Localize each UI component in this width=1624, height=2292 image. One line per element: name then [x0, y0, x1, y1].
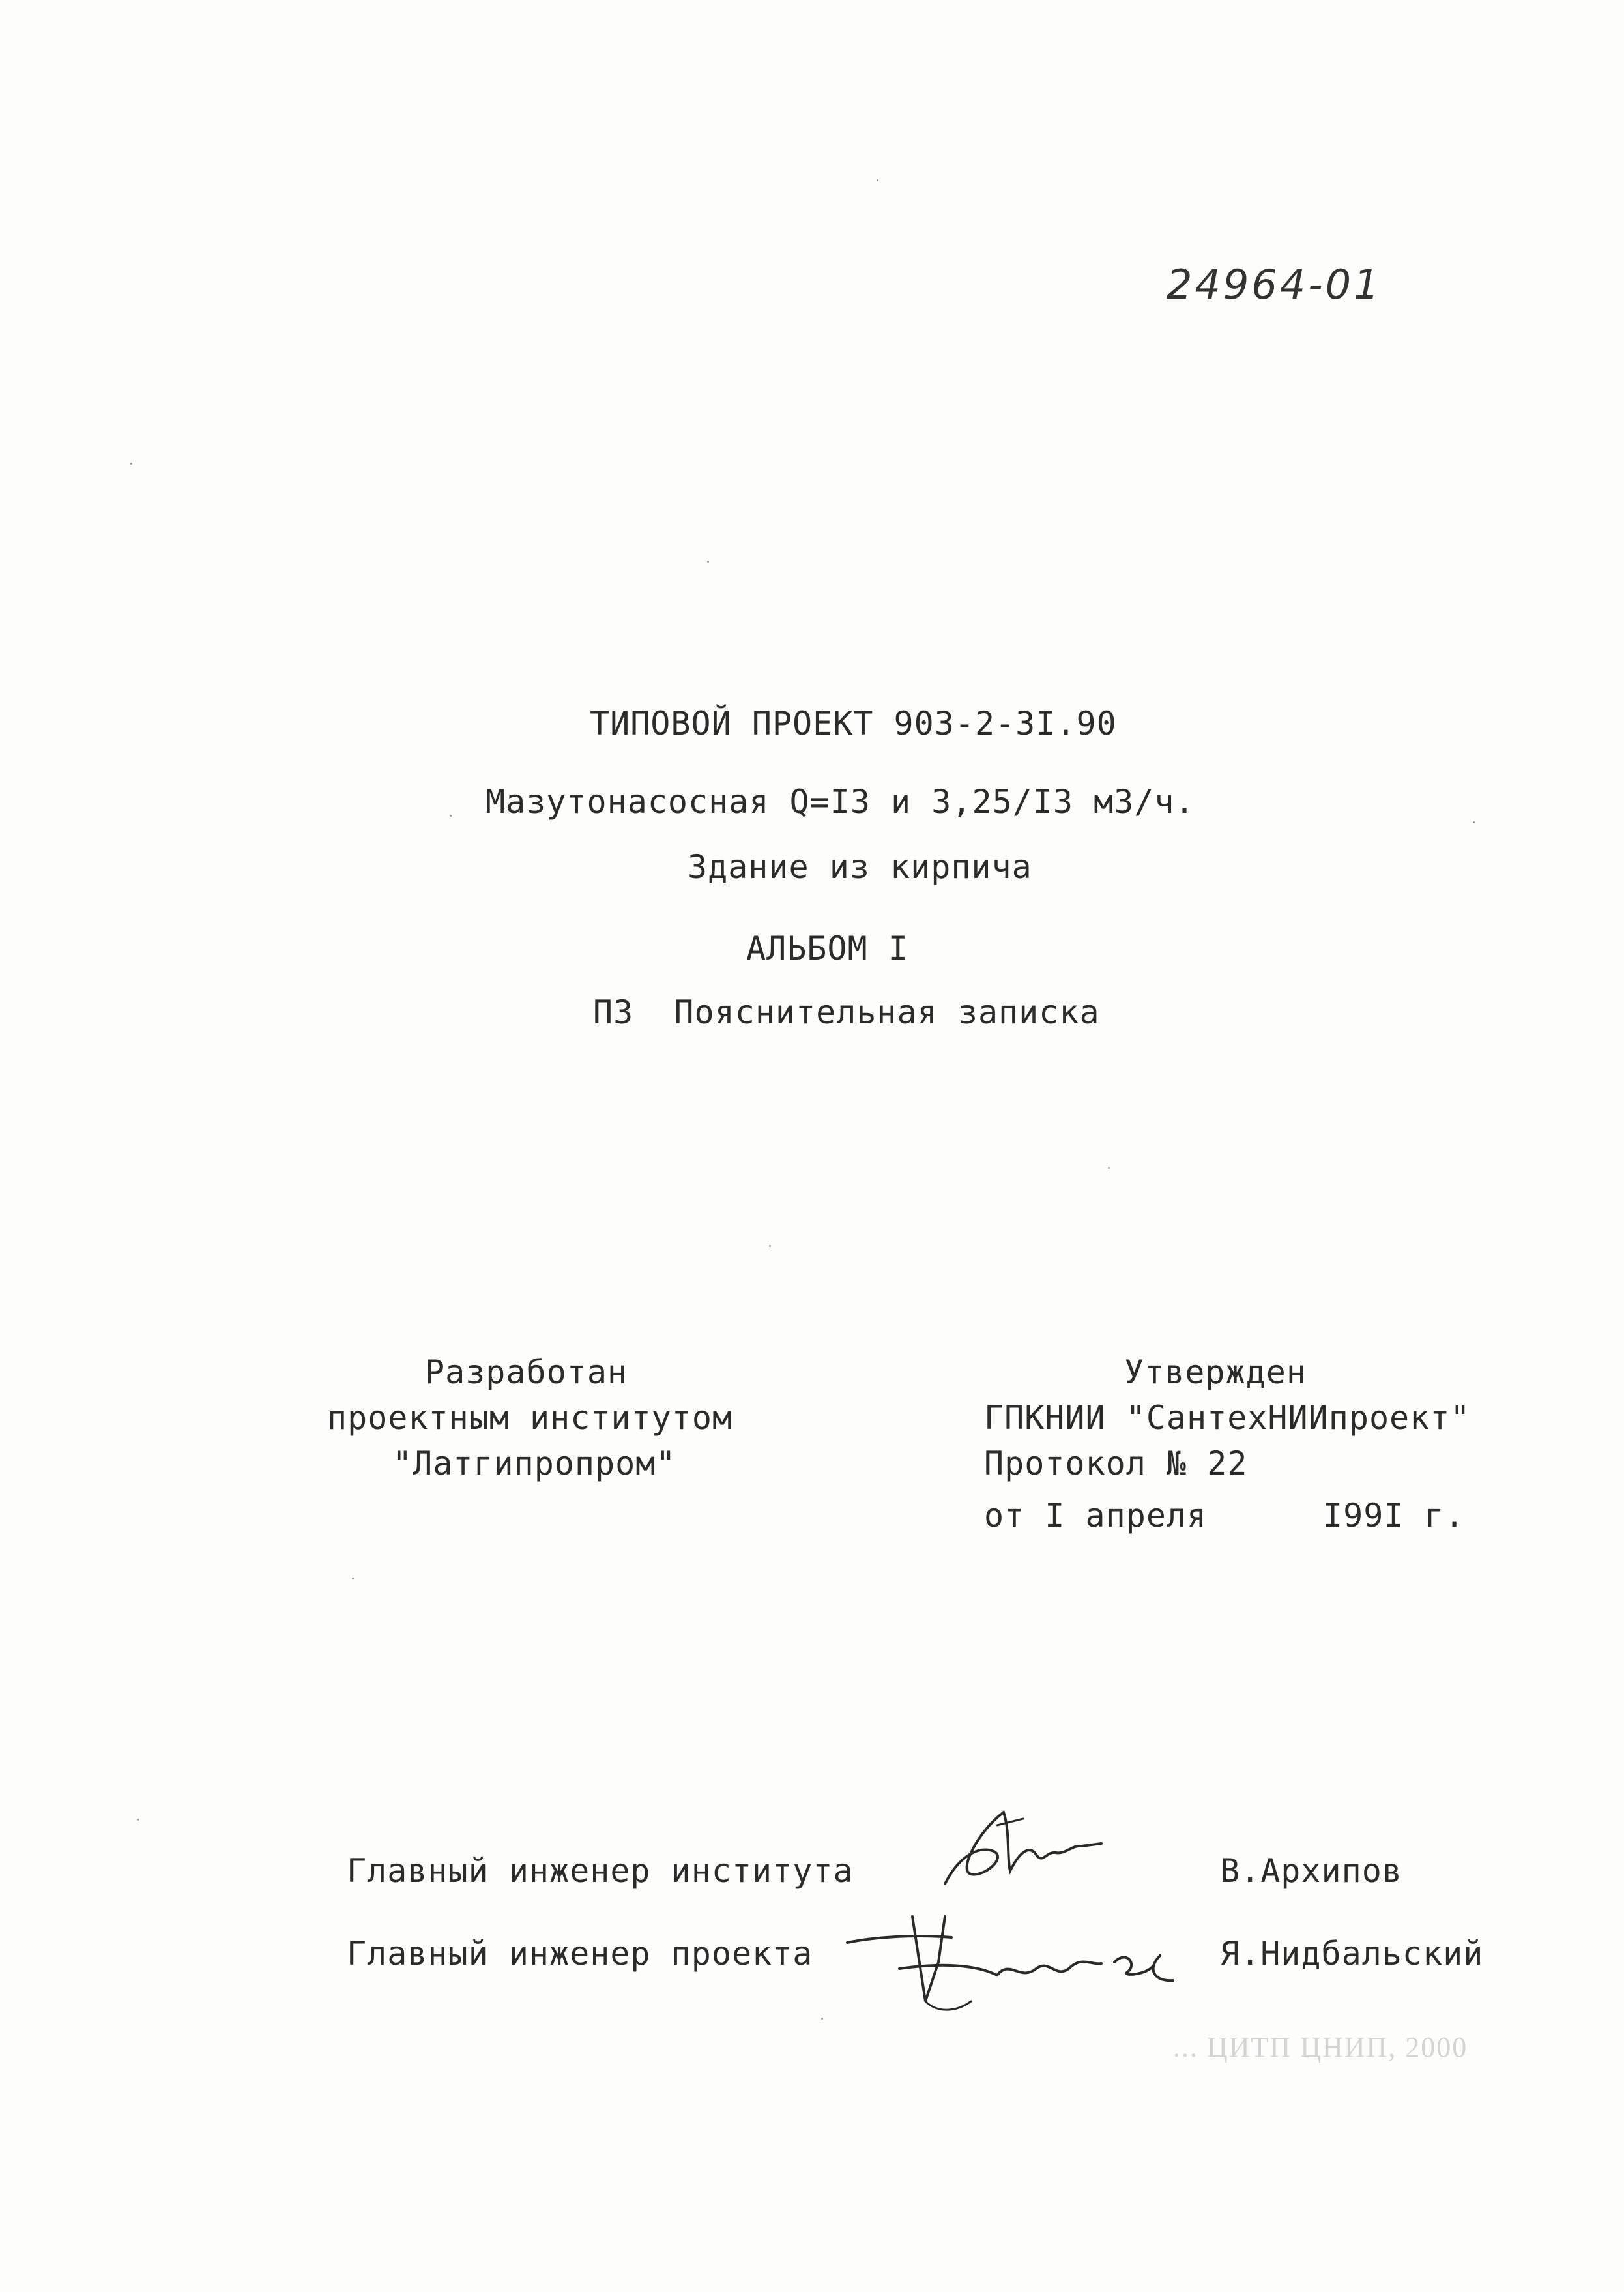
signature-name-institute: В.Архипов [1220, 1852, 1402, 1890]
approved-protocol: Протокол № 22 [984, 1445, 1248, 1482]
scan-speck [130, 463, 132, 465]
developed-label: Разработан [425, 1353, 628, 1391]
archive-number: 24964-01 [1167, 261, 1382, 308]
scan-speck [137, 1819, 139, 1821]
project-title: ТИПОВОЙ ПРОЕКТ 903-2-3I.90 [590, 705, 1117, 742]
scan-speck [450, 815, 452, 817]
scan-speck [1473, 821, 1475, 823]
approved-organization: ГПКНИИ "СантехНИИпроект" [984, 1399, 1471, 1437]
approved-year: I99I г. [1323, 1497, 1465, 1535]
scan-speck [877, 179, 878, 181]
scan-speck [707, 561, 709, 563]
archive-stamp: ... ЦИТП ЦНИП, 2000 [1173, 2031, 1468, 2063]
signature-chief-engineer-institute [932, 1806, 1127, 1910]
approved-date: от I апреля [984, 1497, 1208, 1535]
signature-role-institute: Главный инженер института [347, 1852, 854, 1890]
signature-name-project: Я.Нидбальский [1220, 1935, 1484, 1973]
approved-label: Утвержден [1124, 1353, 1307, 1391]
scan-speck [1108, 1167, 1110, 1169]
scan-speck [769, 1245, 771, 1247]
signature-chief-engineer-project [841, 1903, 1180, 2034]
album-number: АЛЬБОМ I [746, 930, 908, 967]
scan-speck [352, 1578, 354, 1579]
scan-speck [821, 2018, 823, 2020]
building-type: Здание из кирпича [688, 848, 1032, 886]
developed-institute: проектным институтом [327, 1399, 733, 1437]
section-title: ПЗ Пояснительная записка [593, 993, 1100, 1031]
project-subject: Мазутонасосная Q=I3 и 3,25/I3 м3/ч. [486, 783, 1195, 821]
signature-role-project: Главный инженер проекта [347, 1935, 813, 1973]
developed-name: "Латгипропром" [392, 1445, 676, 1482]
